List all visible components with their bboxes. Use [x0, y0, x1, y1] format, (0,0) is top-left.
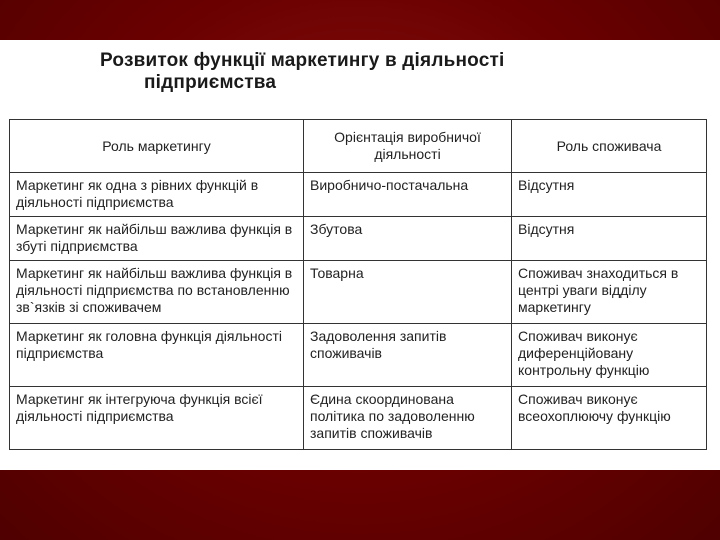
- cell-production-orientation: Збутова: [304, 217, 512, 261]
- header-consumer-role: Роль споживача: [512, 120, 707, 173]
- header-marketing-role: Роль маркетингу: [10, 120, 304, 173]
- cell-production-orientation: Товарна: [304, 261, 512, 324]
- cell-consumer-role: Споживач виконує диференційовану контрольну функцію: [512, 324, 707, 387]
- cell-marketing-role: Маркетинг як найбільш важлива функція в діяльності підприємства по встановленню зв`язків зі споживачем: [10, 261, 304, 324]
- title-area: [0, 40, 720, 108]
- table-row: [10, 261, 707, 324]
- cell-marketing-role: Маркетинг як інтегруюча функція всієї діяльності підприємства: [10, 387, 304, 450]
- slide-title-line2: підприємства: [144, 72, 277, 93]
- slide-title: [100, 50, 504, 94]
- cell-marketing-role: Маркетинг як найбільш важлива функція в збуті підприємства: [10, 217, 304, 261]
- marketing-table: [9, 119, 707, 450]
- slide-title-line1: Розвиток функції маркетингу в діяльності: [100, 50, 505, 71]
- table-row: [10, 217, 707, 261]
- cell-marketing-role: Маркетинг як головна функція діяльності підприємства: [10, 324, 304, 387]
- cell-production-orientation: Задоволення запитів споживачів: [304, 324, 512, 387]
- table-row: [10, 387, 707, 450]
- cell-consumer-role: Споживач виконує всеохоплюючу функцію: [512, 387, 707, 450]
- cell-marketing-role: Маркетинг як одна з рівних функцій в діяльності підприємства: [10, 173, 304, 217]
- cell-consumer-role: Відсутня: [512, 173, 707, 217]
- table-area: [0, 108, 720, 470]
- cell-production-orientation: Єдина скоординована політика по задоволенню запитів споживачів: [304, 387, 512, 450]
- header-production-orientation: Орієнтація виробничої діяльності: [304, 120, 512, 173]
- cell-consumer-role: Споживач знаходиться в центрі уваги відділу маркетингу: [512, 261, 707, 324]
- table-row: [10, 173, 707, 217]
- cell-production-orientation: Виробничо-постачальна: [304, 173, 512, 217]
- cell-consumer-role: Відсутня: [512, 217, 707, 261]
- table-header-row: [10, 120, 707, 173]
- table-row: [10, 324, 707, 387]
